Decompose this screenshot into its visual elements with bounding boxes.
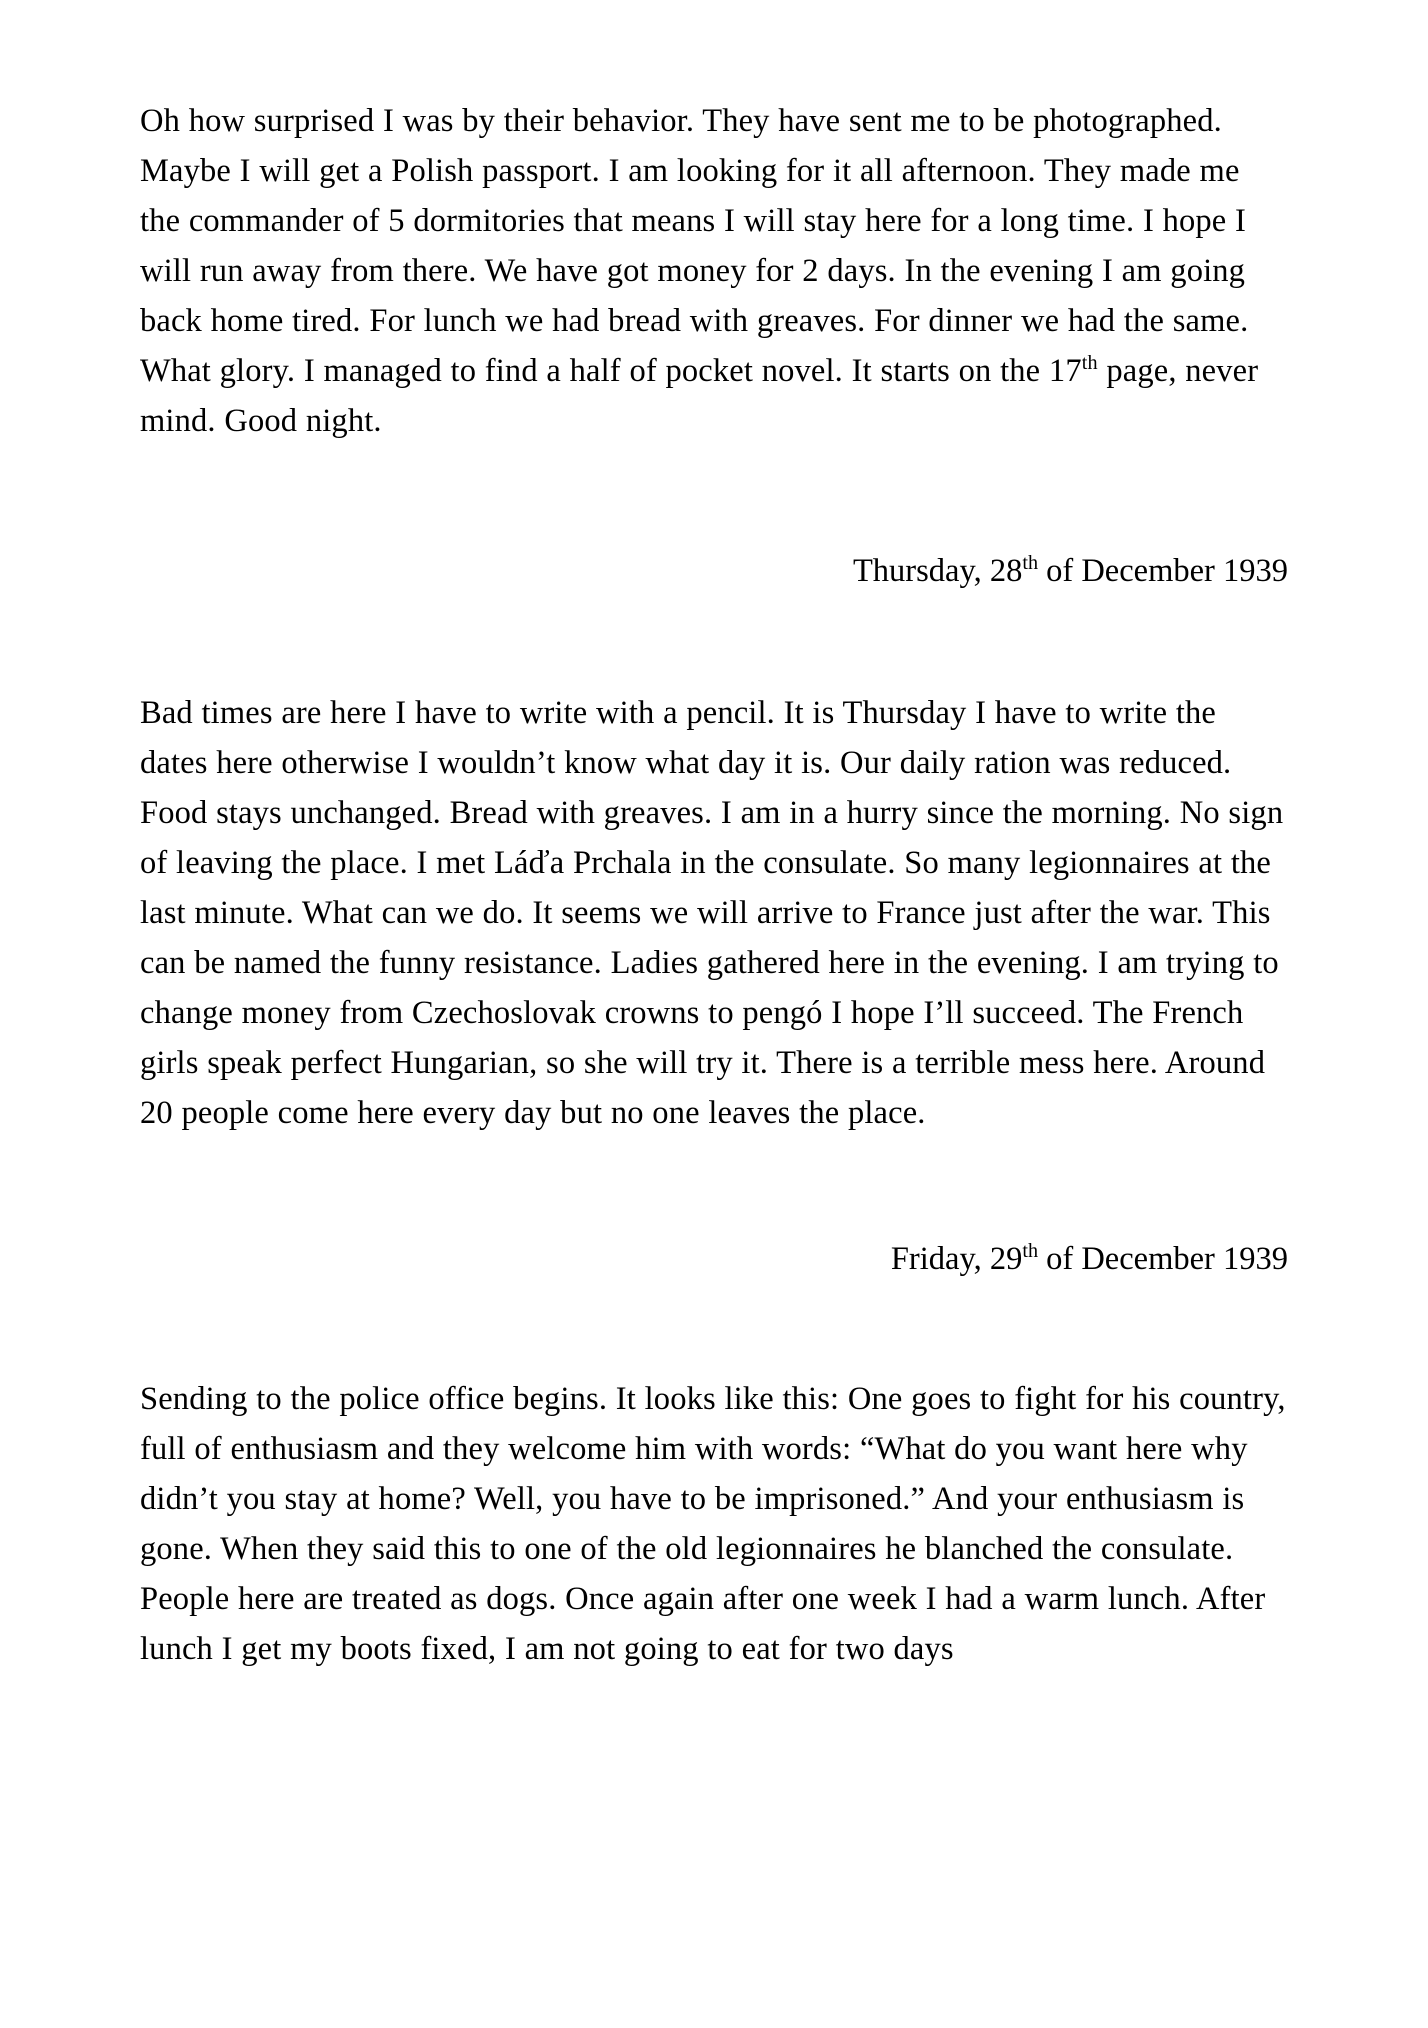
spacer <box>140 446 1288 546</box>
paragraph-entry-3-text: Sending to the police office begins. It looks like this: One goes to fight for his country, full of enthusiasm and they welcome him with words: “What do you want here why didn’t you stay at home? Well, you have to be imprisoned.” And your enthusiasm is gone. When they said this to one of the old legionnaires he blanched the consulate. People here are treated as dogs. Once again after one week I had a warm lunch. After lunch I get my boots fixed, I am not going to eat for two days <box>140 1381 1286 1667</box>
date-heading-thursday <box>140 546 1288 596</box>
paragraph-entry-1 <box>140 96 1288 446</box>
paragraph-entry-3 <box>140 1374 1288 1674</box>
document-body <box>140 96 1288 1674</box>
spacer <box>140 596 1288 688</box>
paragraph-entry-2-text: Bad times are here I have to write with a pencil. It is Thursday I have to write the dates here otherwise I wouldn’t know what day it is. Our daily ration was reduced. Food stays unchanged. Bread with greaves. I am in a hurry since the morning. No sign of leaving the place. I met Láďa Prchala in the consulate. So many legionnaires at the last minute. What can we do. It seems we will arrive to France just after the war. This can be named the funny resistance. Ladies gathered here in the evening. I am trying to change money from Czechoslovak crowns to pengó I hope I’ll succeed. The French girls speak perfect Hungarian, so she will try it. There is a terrible mess here. Around 20 people come here every day but no one leaves the place. <box>140 695 1284 1131</box>
ordinal-suffix: th <box>1081 352 1098 375</box>
paragraph-entry-1-text: Oh how surprised I was by their behavior. They have sent me to be photographed. Maybe I will get a Polish passport. I am looking for it all afternoon. They made me the commander of 5 dormitories that means I will stay here for a long time. I hope I will run away from there. We have got money for 2 days. In the evening I am going back home tired. For lunch we had bread with greaves. For dinner we had the same. What glory. I managed to find a half of pocket novel. It starts on the 17 <box>140 103 1249 389</box>
date-heading-thursday-tail: of December 1939 <box>1038 553 1288 589</box>
date-heading-friday <box>140 1234 1288 1284</box>
paragraph-entry-2 <box>140 688 1288 1138</box>
ordinal-suffix: th <box>1022 552 1039 575</box>
paragraph-entry-1-text-tail: page, never mind. Good night. <box>140 353 1259 439</box>
date-heading-friday-tail: of December 1939 <box>1038 1241 1288 1277</box>
ordinal-suffix: th <box>1022 1240 1039 1263</box>
spacer <box>140 1138 1288 1234</box>
date-heading-thursday-text: Thursday, 28 <box>852 553 1023 589</box>
date-heading-friday-text: Friday, 29 <box>890 1241 1023 1277</box>
spacer <box>140 1284 1288 1374</box>
